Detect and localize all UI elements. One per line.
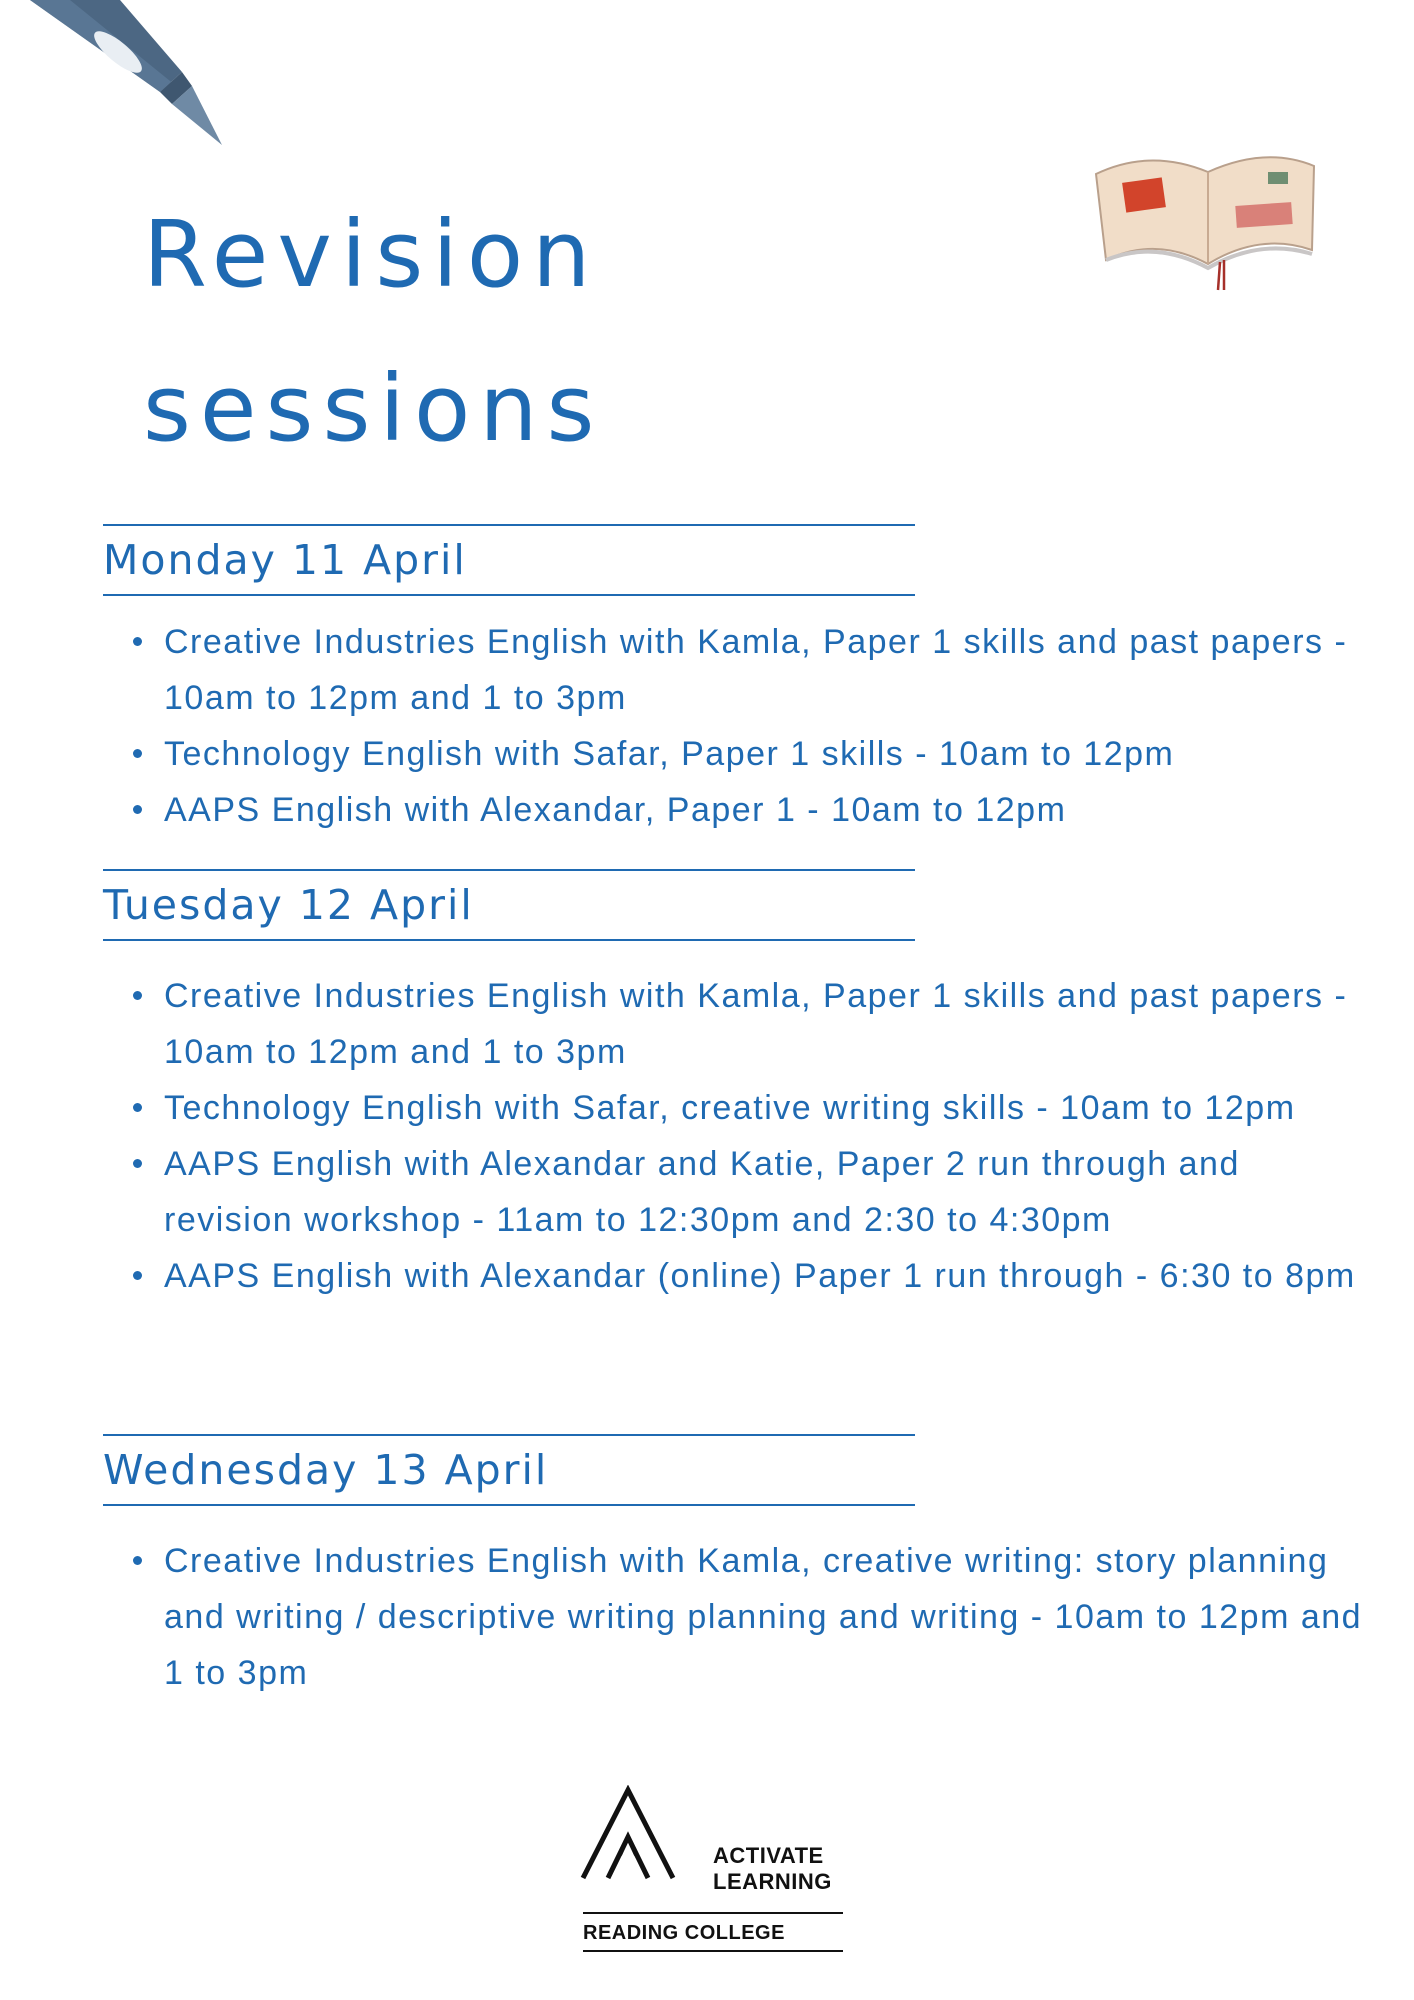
session-text: AAPS English with Alexandar (online) Paper 1 run through - 6:30 to 8pm — [164, 1257, 1356, 1295]
divider — [103, 1504, 915, 1506]
session-text: Creative Industries English with Kamla, Paper 1 skills and past papers - 10am to 12pm and 1 to 3pm — [164, 623, 1348, 717]
day-heading: Tuesday 12 April — [103, 881, 474, 929]
page-title — [143, 178, 603, 486]
session-text: AAPS English with Alexandar, Paper 1 - 10am to 12pm — [164, 791, 1067, 829]
session-text: AAPS English with Alexandar and Katie, Paper 2 run through and revision workshop - 11am to 12:30pm and 2:30 to 4:30pm — [164, 1145, 1240, 1239]
bullet — [133, 805, 142, 814]
session-item — [164, 968, 1364, 1080]
logo-college-name: READING COLLEGE — [583, 1922, 785, 1944]
day-heading: Wednesday 13 April — [103, 1446, 549, 1494]
logo-line-1: ACTIVATE — [713, 1843, 824, 1868]
session-item — [164, 782, 1364, 838]
session-text: Technology English with Safar, creative writing skills - 10am to 12pm — [164, 1089, 1296, 1127]
divider — [103, 594, 915, 596]
crayon-illustration — [0, 0, 230, 160]
session-text: Creative Industries English with Kamla, Paper 1 skills and past papers - 10am to 12pm and 1 to 3pm — [164, 977, 1348, 1071]
title-line-1: Revision — [143, 201, 600, 308]
session-list-monday — [128, 614, 1364, 838]
session-item — [164, 1248, 1364, 1304]
logo-divider — [583, 1950, 843, 1952]
day-section-monday — [103, 524, 915, 596]
day-section-wednesday — [103, 1434, 915, 1506]
session-item — [164, 1136, 1364, 1248]
bullet — [133, 749, 142, 758]
session-list-wednesday — [128, 1533, 1364, 1701]
session-text: Technology English with Safar, Paper 1 skills - 10am to 12pm — [164, 735, 1175, 773]
divider — [103, 939, 915, 941]
bullet — [133, 991, 142, 1000]
logo-line-2: LEARNING — [713, 1869, 832, 1894]
bullet — [133, 1271, 142, 1280]
title-line-2: sessions — [143, 355, 604, 462]
open-book-illustration — [1090, 140, 1320, 310]
session-item — [164, 614, 1364, 726]
bullet — [133, 1556, 142, 1565]
session-item — [164, 1080, 1364, 1136]
logo-wordmark — [713, 1843, 832, 1895]
session-item — [164, 726, 1364, 782]
session-text: Creative Industries English with Kamla, creative writing: story planning and writing / descriptive writing planning and writing - 10am to 12pm and 1 to 3pm — [164, 1542, 1363, 1692]
bullet — [133, 1103, 142, 1112]
session-list-tuesday — [128, 968, 1364, 1304]
day-section-tuesday — [103, 869, 915, 941]
logo-divider — [583, 1912, 843, 1914]
bullet — [133, 1159, 142, 1168]
bullet — [133, 637, 142, 646]
day-heading: Monday 11 April — [103, 536, 467, 584]
session-item — [164, 1533, 1364, 1701]
